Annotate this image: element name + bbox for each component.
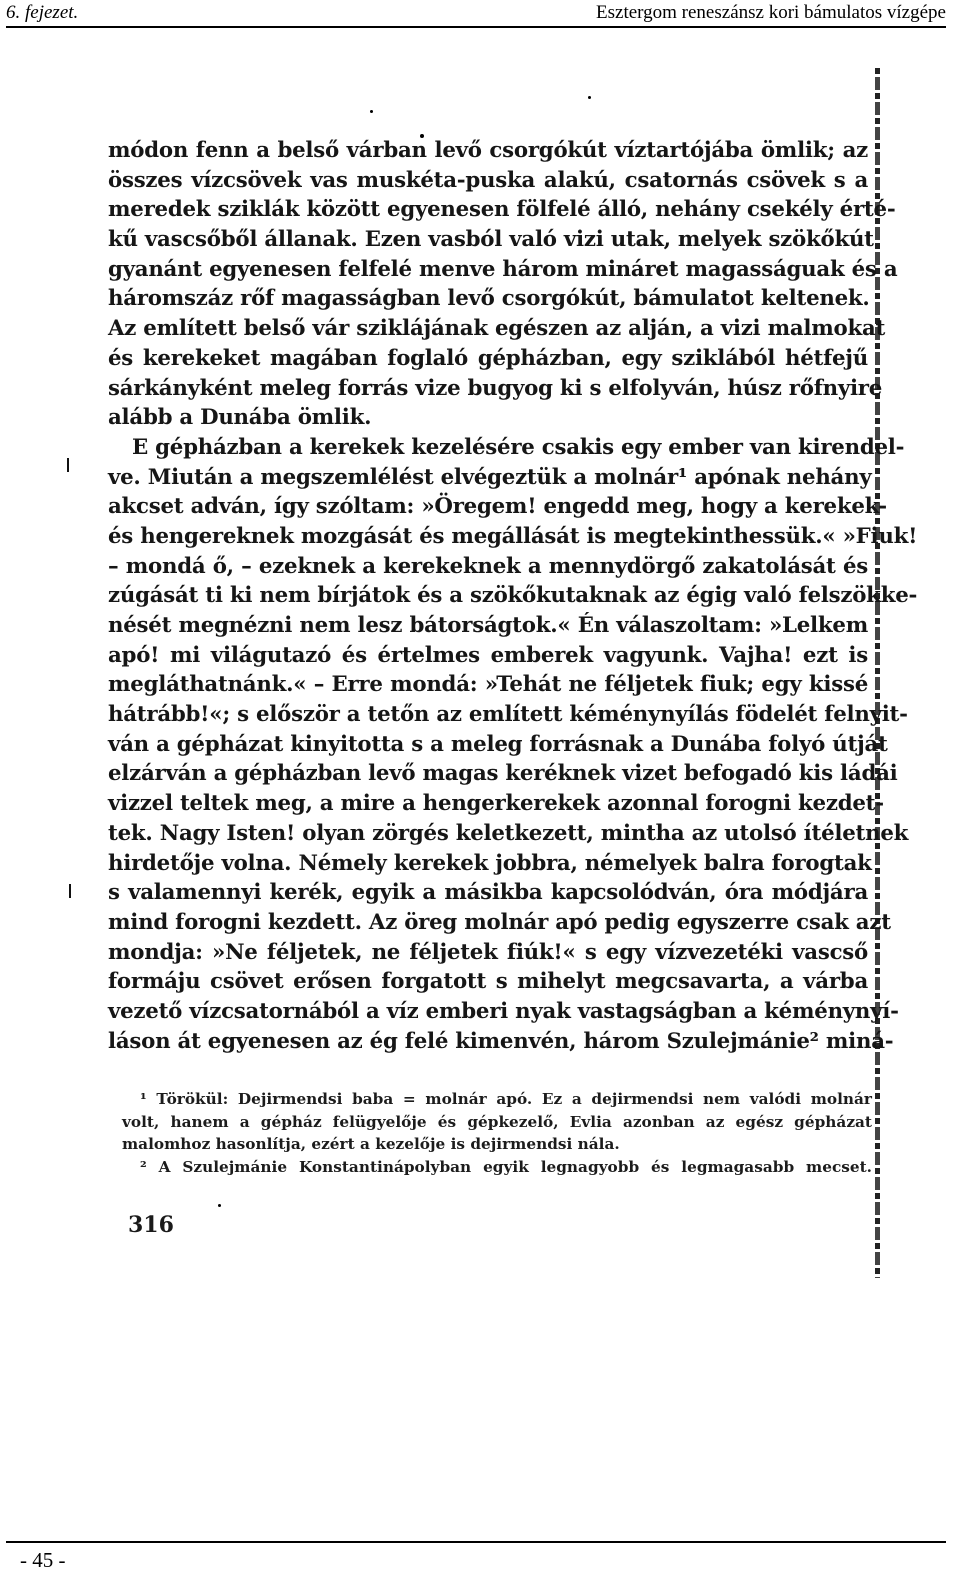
- text-line: hátrább!«; s először a tetőn az említett kéménynyílás födelét felnyit-: [108, 702, 908, 728]
- text-line: gyanánt egyenesen felfelé menve három mináret magasságuak és a: [108, 256, 898, 282]
- text-line: háromszáz rőf magasságban levő csorgókút, bámulatot keltenek.: [108, 286, 870, 312]
- chapter-title: Esztergom reneszánsz kori bámulatos vízgépe: [596, 2, 946, 23]
- text-line: vezető vízcsatornából a víz emberi nyak vastagságban a kéménynyí-: [108, 998, 899, 1024]
- text-line: láson át egyenesen az ég felé kimenvén, három Szulejmánie² miná-: [108, 1028, 894, 1054]
- text-line: s valamennyi kerék, egyik a másikba kapcsolódván, óra módjára: [108, 880, 868, 906]
- text-line: sárkányként meleg forrás vize bugyog ki s elfolyván, húsz rőfnyire: [108, 375, 883, 401]
- scanned-page: [100, 120, 918, 1290]
- text-line: meredek sziklák között egyenesen fölfelé álló, nehány csekély érté-: [108, 197, 896, 223]
- chapter-label: 6. fejezet.: [6, 2, 79, 23]
- text-line: összes vízcsövek vas muskéta-puska alakú, csatornás csövek s a: [108, 167, 868, 193]
- text-line: tek. Nagy Isten! olyan zörgés keletkezett, mintha az utolsó ítéletnek: [108, 820, 909, 846]
- text-line: megláthatnánk.« – Erre mondá: »Tehát ne féljetek fiuk; egy kissé: [108, 672, 868, 698]
- text-line: apó! mi világutazó és értelmes emberek vagyunk. Vajha! ezt is: [108, 642, 868, 668]
- margin-mark: [69, 884, 71, 898]
- text-line: akcset adván, így szóltam: »Öregem! engedd meg, hogy a kerekek-: [108, 494, 887, 520]
- text-line: nését megnézni nem lesz bátorságtok.« Én válaszoltam: »Lelkem: [108, 613, 868, 638]
- text-line: alább a Dunába ömlik.: [108, 405, 372, 431]
- scanned-page-number: 316: [128, 1212, 174, 1238]
- text-line: mondja: »Ne féljetek, ne féljetek fiúk!« s egy vízvezetéki vascső: [108, 939, 868, 965]
- text-line: E gépházban a kerekek kezelésére csakis egy ember van kirendel-: [132, 434, 905, 460]
- text-line: mind forogni kezdett. Az öreg molnár apó pedig egyszerre csak azt: [108, 909, 891, 935]
- text-line: hirdetője volna. Némely kerekek jobbra, némelyek balra forogtak: [108, 850, 872, 876]
- text-line: Az említett belső vár sziklájának egészen az alján, a vizi malmokat: [108, 316, 886, 342]
- text-line: formáju csövet erősen forgatott s mihelyt megcsavarta, a várba: [108, 969, 868, 995]
- footnote-line: malomhoz hasonlítja, ezért a kezelője is dejirmendsi nála.: [122, 1135, 620, 1153]
- scanned-footnotes: [122, 1088, 872, 1178]
- text-line: ván a gépházat kinyitotta s a meleg forrásnak a Dunába folyó útját: [108, 731, 888, 757]
- text-line: – mondá ő, – ezeknek a kerekeknek a mennydörgő zakatolását és: [108, 553, 868, 579]
- text-line: módon fenn a belső várban levő csorgókút víztartójába ömlik; az: [108, 138, 868, 163]
- text-line: zúgását ti ki nem bírjátok és a szökőkutaknak az égig való felszökke-: [108, 583, 918, 609]
- scan-speck: [370, 110, 373, 113]
- margin-mark: [67, 458, 69, 472]
- scan-speck: [588, 96, 591, 99]
- footnote-line: volt, hanem a gépház felügyelője és gépkezelő, Evlia azonban az egész gépházat: [122, 1112, 872, 1131]
- text-line: vizzel teltek meg, a mire a hengerkerekek azonnal forogni kezdet-: [108, 791, 884, 817]
- text-line: kű vascsőből állanak. Ezen vasból való vizi utak, melyek szökőkút: [108, 227, 874, 253]
- page-header: [6, 0, 946, 28]
- text-line: és hengereknek mozgását és megállását is megtekinthessük.« »Fiuk!: [108, 523, 918, 549]
- footer-page-number: - 45 -: [20, 1548, 66, 1572]
- footnote-line: ² A Szulejmánie Konstantinápolyban egyik legnagyobb és legmagasabb mecset.: [140, 1157, 872, 1176]
- footnote-line: ¹ Törökül: Dejirmendsi baba = molnár apó. Ez a dejirmendsi nem valódi molnár: [140, 1090, 872, 1108]
- scan-speck: [218, 1204, 221, 1207]
- text-line: ve. Miután a megszemlélést elvégeztük a molnár¹ apónak nehány: [108, 464, 872, 490]
- scanned-body-text: [108, 136, 918, 1056]
- footer-rule: [6, 1541, 946, 1543]
- text-line: elzárván a gépházban levő magas keréknek vizet befogadó kis ládái: [108, 761, 898, 787]
- text-line: és kerekeket magában foglaló gépházban, egy sziklából hétfejű: [108, 345, 868, 371]
